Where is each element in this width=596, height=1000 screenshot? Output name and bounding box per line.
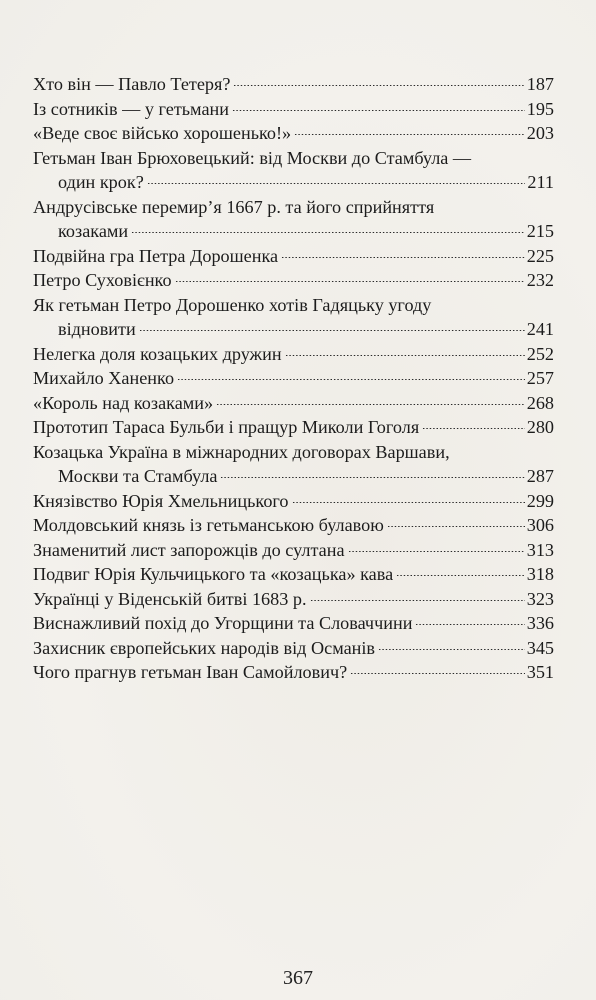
- toc-entry: [33, 611, 554, 636]
- dot-leader: [387, 526, 525, 527]
- toc-entry-title: Із сотників — у гетьмани: [33, 98, 229, 119]
- toc-entry: [33, 97, 554, 122]
- toc-entry-title-line: [33, 244, 554, 269]
- toc-entry-page: 299: [526, 490, 554, 511]
- toc-entry-title: Прототип Тараса Бульби і пращур Миколи Гоголя: [33, 417, 420, 437]
- toc-entry-continuation-line: [33, 170, 554, 195]
- toc-entry-title: Захисник європейських народів від Османів: [33, 637, 376, 658]
- toc-entry: [33, 268, 554, 293]
- toc-entry-title: Михайло Ханенко: [33, 368, 175, 388]
- page-number-footer: 367: [283, 967, 313, 989]
- toc-entry: [33, 391, 554, 416]
- toc-entry-title-line: [33, 146, 554, 171]
- toc-entry-title-line: [33, 366, 554, 391]
- toc-entry-title: Знаменитий лист запорожців до султана: [33, 539, 345, 560]
- toc-entry-title: Подвійна гра Петра Дорошенка: [33, 245, 279, 266]
- toc-entry-page: 345: [526, 637, 554, 658]
- toc-entry: [33, 293, 554, 342]
- dot-leader: [281, 257, 525, 258]
- toc-entry: [33, 660, 554, 685]
- toc-entry-title: відновити: [58, 319, 136, 339]
- toc-entry: [33, 636, 554, 661]
- toc-entry-page: 195: [526, 98, 554, 119]
- dot-leader: [348, 551, 525, 552]
- toc-entry: [33, 121, 554, 146]
- toc-entry: [33, 72, 554, 97]
- toc-entry-page: 306: [526, 515, 554, 535]
- toc-entry-title: Чого прагнув гетьман Іван Самойлович?: [33, 662, 348, 682]
- toc-entry-title-line: [33, 587, 554, 612]
- dot-leader: [378, 649, 525, 650]
- toc-entry-page: 287: [526, 466, 554, 486]
- dot-leader: [175, 281, 525, 282]
- toc-entry-title-line: [33, 538, 554, 563]
- toc-entry-title: Хто він — Павло Тетеря?: [33, 74, 231, 94]
- toc-entry: [33, 538, 554, 563]
- toc-entry-title-line: [33, 415, 554, 440]
- toc-entry-title: один крок?: [58, 172, 144, 192]
- dot-leader: [220, 477, 524, 478]
- toc-entry-page: 280: [526, 417, 554, 437]
- dot-leader: [232, 110, 525, 111]
- toc-entry-page: 252: [526, 343, 554, 364]
- toc-entry-continuation-line: [33, 464, 554, 489]
- dot-leader: [285, 355, 525, 356]
- toc-entry-title: Козацька Україна в міжнародних договорах Варшави,: [33, 441, 450, 462]
- toc-entry-continuation-line: [33, 317, 554, 342]
- toc-entry-title: Українці у Віденській битві 1683 р.: [33, 588, 307, 609]
- dot-leader: [422, 428, 525, 429]
- toc-entry-page: 225: [526, 245, 554, 266]
- toc-entry: [33, 587, 554, 612]
- toc-entry-title-line: [33, 636, 554, 661]
- toc-entry-page: 336: [526, 613, 554, 633]
- toc-entry-title: Князівство Юрія Хмельницького: [33, 490, 289, 511]
- toc-entry: [33, 244, 554, 269]
- toc-entry-title-line: [33, 489, 554, 514]
- toc-entry-page: 318: [526, 564, 554, 584]
- toc-entry-title-line: [33, 72, 554, 97]
- toc-entry-title: Гетьман Іван Брюховецький: від Москви до Стамбула —: [33, 147, 472, 168]
- table-of-contents: [33, 72, 554, 685]
- toc-entry-title: Подвиг Юрія Кульчицького та «козацька» кава: [33, 564, 394, 584]
- toc-entry: [33, 195, 554, 244]
- dot-leader: [415, 624, 524, 625]
- toc-entry-title-line: [33, 440, 554, 465]
- toc-entry: [33, 342, 554, 367]
- toc-entry-page: 211: [527, 172, 554, 192]
- toc-entry-title: «Веде своє військо хорошенько!»: [33, 123, 292, 143]
- toc-entry-page: 323: [526, 588, 554, 609]
- dot-leader: [294, 134, 525, 135]
- toc-entry-page: 232: [526, 270, 554, 290]
- dot-leader: [139, 330, 525, 331]
- toc-entry-title-line: [33, 391, 554, 416]
- toc-entry-title: Нелегка доля козацьких дружин: [33, 343, 282, 364]
- dot-leader: [147, 183, 526, 184]
- toc-entry-title: Андрусівське перемир’я 1667 р. та його сприйняття: [33, 196, 435, 217]
- toc-entry-page: 187: [526, 74, 554, 94]
- toc-entry-page: 313: [526, 539, 554, 560]
- toc-entry-page: 241: [526, 319, 554, 339]
- toc-entry: [33, 415, 554, 440]
- toc-entry-title-line: [33, 660, 554, 685]
- toc-entry-title-line: [33, 293, 554, 318]
- dot-leader: [177, 379, 525, 380]
- dot-leader: [216, 404, 525, 405]
- toc-entry-title: Виснажливий похід до Угорщини та Словаччини: [33, 613, 413, 633]
- dot-leader: [396, 575, 525, 576]
- toc-entry: [33, 489, 554, 514]
- toc-entry-title-line: [33, 562, 554, 587]
- toc-entry-page: 268: [526, 392, 554, 413]
- toc-entry: [33, 146, 554, 195]
- toc-entry-title: Москви та Стамбула: [58, 466, 218, 486]
- toc-entry-title: козаками: [58, 221, 129, 241]
- toc-entry-title: Як гетьман Петро Дорошенко хотів Гадяцьку угоду: [33, 294, 432, 315]
- toc-entry-title-line: [33, 268, 554, 293]
- dot-leader: [292, 502, 525, 503]
- toc-entry-title: Петро Суховієнко: [33, 270, 172, 290]
- dot-leader: [233, 85, 524, 86]
- toc-entry-title-line: [33, 342, 554, 367]
- toc-entry-page: 203: [526, 123, 554, 143]
- toc-entry-page: 351: [526, 662, 554, 682]
- toc-entry-page: 215: [526, 221, 554, 241]
- toc-entry-title-line: [33, 97, 554, 122]
- toc-entry: [33, 440, 554, 489]
- toc-entry-title-line: [33, 513, 554, 538]
- dot-leader: [131, 232, 525, 233]
- dot-leader: [350, 673, 525, 674]
- dot-leader: [310, 600, 525, 601]
- toc-entry-title-line: [33, 195, 554, 220]
- toc-entry-title: Молдовський князь із гетьманською булавою: [33, 515, 384, 535]
- toc-entry-page: 257: [526, 368, 554, 388]
- toc-entry: [33, 366, 554, 391]
- toc-entry-continuation-line: [33, 219, 554, 244]
- toc-entry: [33, 513, 554, 538]
- toc-entry: [33, 562, 554, 587]
- toc-entry-title-line: [33, 611, 554, 636]
- toc-entry-title-line: [33, 121, 554, 146]
- toc-entry-title: «Король над козаками»: [33, 392, 214, 413]
